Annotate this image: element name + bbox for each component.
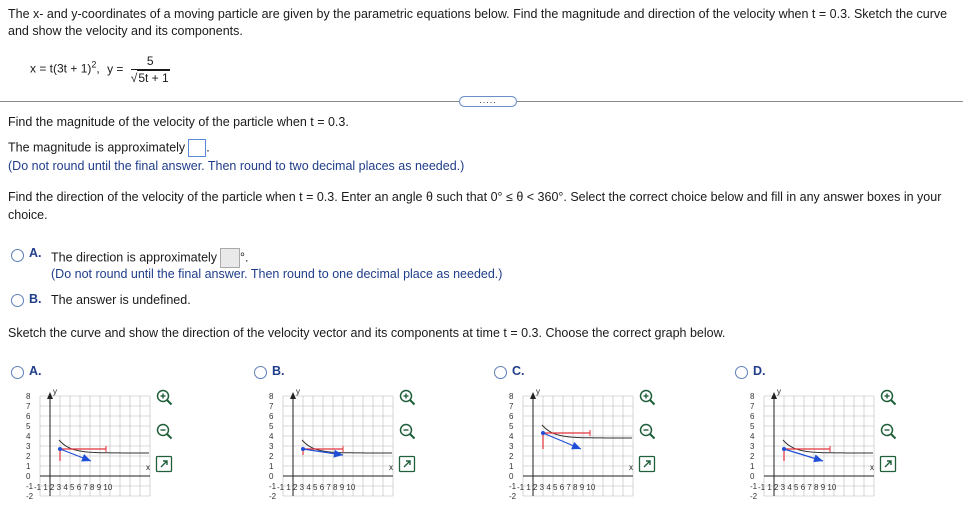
graph-choice-a-radio[interactable]: [11, 365, 24, 379]
y-tick-label: 3: [509, 442, 514, 451]
zoom-out-icon[interactable]: [398, 422, 416, 440]
y-tick-label: 1: [269, 462, 274, 471]
velocity-arrowhead: [334, 450, 343, 458]
zoom-in-icon[interactable]: [638, 388, 656, 406]
y-axis-label: y: [536, 387, 540, 396]
y-tick-label: 8: [26, 392, 31, 401]
eq-y-numerator: 5: [131, 54, 170, 70]
zoom-out-icon[interactable]: [879, 422, 897, 440]
y-tick-label: 7: [509, 402, 514, 411]
choice-b-letter: B.: [29, 292, 42, 306]
problem-statement: The x- and y-coordinates of a moving particle are given by the parametric equations below. Find the magnitude and direction of the velocity when t = 0.3. Sketch the curve and show the velocity and its components.: [8, 7, 948, 38]
magnifier-handle: [410, 434, 415, 439]
y-tick-label: 3: [750, 442, 755, 451]
y-tick-label: -1: [269, 482, 277, 491]
y-tick-label: -1: [509, 482, 517, 491]
choice-b-text: The answer is undefined.: [51, 293, 191, 307]
eq-y-fraction: [131, 54, 170, 85]
choice-b-radio[interactable]: [11, 293, 24, 307]
x-axis-label: x: [629, 463, 633, 472]
graph-b[interactable]: [263, 382, 413, 502]
choice-a-text: The direction is approximately: [51, 250, 218, 265]
magnitude-answer-box[interactable]: [188, 139, 206, 157]
choice-a-radio[interactable]: [11, 248, 24, 262]
direction-answer-box[interactable]: [220, 248, 240, 268]
graph-choice-d-radio[interactable]: [735, 365, 748, 379]
choice-a-letter: A.: [29, 246, 42, 260]
eq-separator: ,: [96, 61, 100, 76]
y-tick-label: 2: [26, 452, 31, 461]
y-tick-label: 2: [509, 452, 514, 461]
particle-point: [541, 431, 545, 435]
graph-choice-b-radio[interactable]: [254, 365, 267, 379]
eq-y-denominator: √5t + 1: [130, 71, 169, 85]
y-tick-label: 0: [750, 472, 755, 481]
parametric-equations: [30, 54, 170, 85]
graph-d[interactable]: [744, 382, 894, 502]
x-tick-labels: -1 1 2 3 4 5 6 7 8 9 10: [517, 483, 596, 492]
graph-choice-d-letter: D.: [753, 364, 766, 378]
y-tick-label: 5: [509, 422, 514, 431]
y-tick-label: 1: [26, 462, 31, 471]
particle-point: [301, 447, 305, 451]
y-tick-label: -1: [26, 482, 34, 491]
y-tick-label: 4: [750, 432, 755, 441]
magnifier-handle: [891, 434, 896, 439]
graph-a[interactable]: [20, 382, 170, 502]
y-tick-label: 4: [269, 432, 274, 441]
magnifier-handle: [650, 434, 655, 439]
x-tick-labels: -1 1 2 3 4 5 6 7 8 9 10: [277, 483, 356, 492]
y-tick-label: -2: [750, 492, 758, 501]
y-axis-label: y: [53, 387, 57, 396]
eq-x: x = t(3t + 1): [30, 61, 92, 76]
magnifier-handle: [410, 400, 415, 405]
magnifier-handle: [167, 434, 172, 439]
y-tick-label: 5: [750, 422, 755, 431]
y-tick-label: 5: [269, 422, 274, 431]
y-tick-label: 5: [26, 422, 31, 431]
graph-choice-c-radio[interactable]: [494, 365, 507, 379]
y-tick-label: 2: [750, 452, 755, 461]
zoom-in-icon[interactable]: [155, 388, 173, 406]
velocity-arrowhead: [813, 455, 823, 463]
y-tick-label: 6: [509, 412, 514, 421]
y-tick-label: 7: [26, 402, 31, 411]
zoom-out-icon[interactable]: [638, 422, 656, 440]
y-tick-label: 3: [269, 442, 274, 451]
y-tick-label: -1: [750, 482, 758, 491]
y-tick-label: 0: [509, 472, 514, 481]
x-axis-label: x: [389, 463, 393, 472]
eq-y-lhs: y =: [107, 61, 124, 76]
zoom-in-icon[interactable]: [398, 388, 416, 406]
open-graph-icon[interactable]: [879, 455, 897, 473]
y-tick-label: 7: [269, 402, 274, 411]
eq-x-exponent: 2: [91, 59, 97, 70]
y-tick-label: 0: [269, 472, 274, 481]
y-tick-label: 2: [269, 452, 274, 461]
y-tick-label: 4: [509, 432, 514, 441]
y-tick-label: -2: [509, 492, 517, 501]
x-tick-labels: -1 1 2 3 4 5 6 7 8 9 10: [758, 483, 837, 492]
part2-prompt: Find the direction of the velocity of the particle when t = 0.3. Enter an angle θ such that 0° ≤ θ < 360°. Select the correct choice below and fill in any answer boxes in your choice.: [8, 190, 942, 222]
graph-c[interactable]: [503, 382, 653, 502]
y-axis-label: y: [777, 387, 781, 396]
zoom-in-icon[interactable]: [879, 388, 897, 406]
magnitude-suffix: .: [206, 140, 210, 155]
magnifier-handle: [167, 400, 172, 405]
y-tick-label: 6: [750, 412, 755, 421]
zoom-out-icon[interactable]: [155, 422, 173, 440]
y-tick-label: 4: [26, 432, 31, 441]
choice-a-hint: (Do not round until the final answer. Then round to one decimal place as needed.): [51, 267, 503, 281]
y-tick-label: 8: [269, 392, 274, 401]
velocity-arrowhead: [81, 454, 91, 461]
open-graph-icon[interactable]: [398, 455, 416, 473]
choice-a-suffix: °.: [240, 250, 249, 265]
magnitude-label: The magnitude is approximately: [8, 140, 186, 155]
particle-curve: [59, 440, 149, 453]
y-tick-label: 6: [26, 412, 31, 421]
y-axis-label: y: [296, 387, 300, 396]
magnifier-handle: [650, 400, 655, 405]
y-tick-label: 8: [509, 392, 514, 401]
magnifier-handle: [891, 400, 896, 405]
y-tick-label: 0: [26, 472, 31, 481]
x-tick-labels: -1 1 2 3 4 5 6 7 8 9 10: [34, 483, 113, 492]
graph-choice-c-letter: C.: [512, 364, 525, 378]
y-tick-label: -2: [269, 492, 277, 501]
magnitude-hint: (Do not round until the final answer. Then round to two decimal places as needed.): [8, 159, 465, 173]
open-graph-icon[interactable]: [638, 455, 656, 473]
y-tick-label: 8: [750, 392, 755, 401]
x-axis-label: x: [146, 463, 150, 472]
x-axis-label: x: [870, 463, 874, 472]
particle-curve: [783, 440, 873, 453]
particle-point: [782, 447, 786, 451]
eq-y-radicand: 5t + 1: [138, 71, 169, 85]
expand-more-button[interactable]: .....: [459, 96, 517, 107]
y-tick-label: 3: [26, 442, 31, 451]
graph-choice-a-letter: A.: [29, 364, 42, 378]
magnitude-row: [8, 139, 210, 157]
graph-choice-b-letter: B.: [272, 364, 285, 378]
open-graph-icon[interactable]: [155, 455, 173, 473]
y-tick-label: 6: [269, 412, 274, 421]
choice-a-row: [51, 248, 249, 268]
y-tick-label: 7: [750, 402, 755, 411]
y-tick-label: 1: [750, 462, 755, 471]
particle-point: [58, 447, 62, 451]
part1-prompt: Find the magnitude of the velocity of the particle when t = 0.3.: [8, 115, 349, 129]
y-tick-label: 1: [509, 462, 514, 471]
y-tick-label: -2: [26, 492, 34, 501]
part3-prompt: Sketch the curve and show the direction of the velocity vector and its components at time t = 0.3. Choose the correct graph below.: [8, 326, 726, 340]
